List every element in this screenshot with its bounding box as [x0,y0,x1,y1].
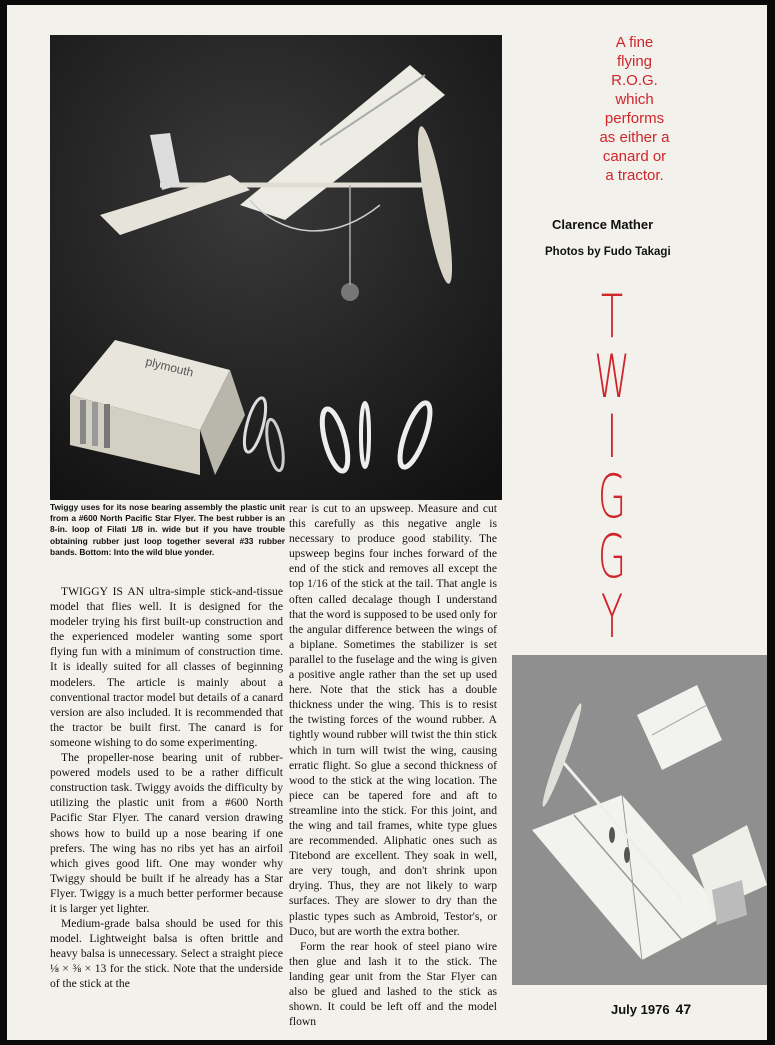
article-deck [527,33,742,185]
deck-line: R.O.G. [611,72,658,89]
deck-line: as either a [599,129,670,146]
paragraph: rear is cut to an upsweep. Measure and cut this carefully as this negative angle is necessary to produce good stability. The upsweep begins four inches forward of the end of the stick and removes all except the top 1/16 of the stick at the tail. That angle is often called decalage though I understand that the word is supposed to be used only for the angular difference between the wings of a biplane. Sometimes the stabilizer is set parallel to the fuselage and the wing is given a positive angle rather than the set up used here. Note that the stick has a double thickness under the wing. This is to resist the twisting forces of the wound rubber. A tightly wound rubber will twist the thin stick which in turn will twist the wing, causing erratic flight. So glue a second thickness of wood to the stick at the wing location. The piece can be tapered fore and aft to streamline into the stick. For this joint, and the wing and tail frames, white type glues are recommended. Aliphatic ones such as Titebond are excellent. They soak in well, are very tough, and don't shrink upon drying. Thus, they are not likely to warp surfaces. They are slower to dry than the plastic types such as Ambroid, Testor's, or Duco, but are worth the extra bother. [289,502,497,938]
deck-line: performs [604,110,665,127]
title-letter: G [598,462,626,532]
magazine-page [7,5,767,1040]
article-column-2 [289,501,497,1029]
paragraph: The propeller-nose bearing unit of rubber-powered models used to be a rather difficult construction task. Twiggy avoids the difficulty by utilizing the plastic unit from a #600 North Pacific Star Flyer. The canard version drawing shows how to build up a nose bearing if one prefers. The wing has no ribs yet has an airfoil which gives good lift. One may wonder why Twiggy should be built if he already has a Star Flyer. Twiggy is a much better performer because it is larger yet lighter. [50,751,283,915]
bottom-photo [512,655,767,985]
title-letter: T [601,282,623,352]
deck-line: canard or [602,148,667,165]
article-column-1 [50,584,283,992]
paragraph: Form the rear hook of steel piano wire then glue and lash it to the stick. The landing gear unit from the Star Flyer can also be glued and lashed to the stick as shown. It could be left off and the model flown [289,939,497,1029]
title-letter: Y [601,582,623,652]
author-byline: Clarence Mather [552,217,654,232]
deck-line: a tractor. [605,167,664,184]
page-footer [611,1001,691,1017]
deck-line: which [615,91,654,108]
model-plane-and-rubber-photo [50,35,502,500]
title-letter: W [594,342,630,412]
article-title [577,282,647,657]
plane-in-flight-photo [512,655,767,985]
paragraph: TWIGGY IS AN ultra-simple stick-and-tissue model that flies well. It is designed for the modeler trying his first built-up construction and the experienced modeler wanting some sport flying fun with a minimum of construction time. It is ideally suited for all classes of beginning modelers. The article is mainly about a conventional tractor model but details of a canard version are also included. It is recommended that the tractor be built first. The canard is for someone wishing to do some experimenting. [50,585,283,749]
page-number: 47 [675,1001,692,1017]
deck-line: flying [616,53,653,70]
issue-date: July 1976 [611,1002,670,1017]
deck-line: A fine [615,34,654,51]
top-photo [50,35,502,500]
photo-caption: Twiggy uses for its nose bearing assembly the plastic unit from a #600 North Pacific Star Flyer. The best rubber is an 8-in. loop of Filati 1/8 in. wide but if you have trouble obtaining rubber just loop together several #33 rubber bands. Bottom: Into the wild blue yonder. [50,502,285,557]
title-letter: G [598,522,626,592]
title-letter: I [606,402,618,472]
photo-credit: Photos by Fudo Takagi [545,246,671,258]
box-brand-label: plymouth [144,354,195,380]
paragraph: Medium-grade balsa should be used for this model. Lightweight balsa is often brittle and heavy balsa is unnecessary. Select a straight piece ⅛ × ⅜ × 13 for the stick. Note that the underside of the stick at the [50,917,283,991]
